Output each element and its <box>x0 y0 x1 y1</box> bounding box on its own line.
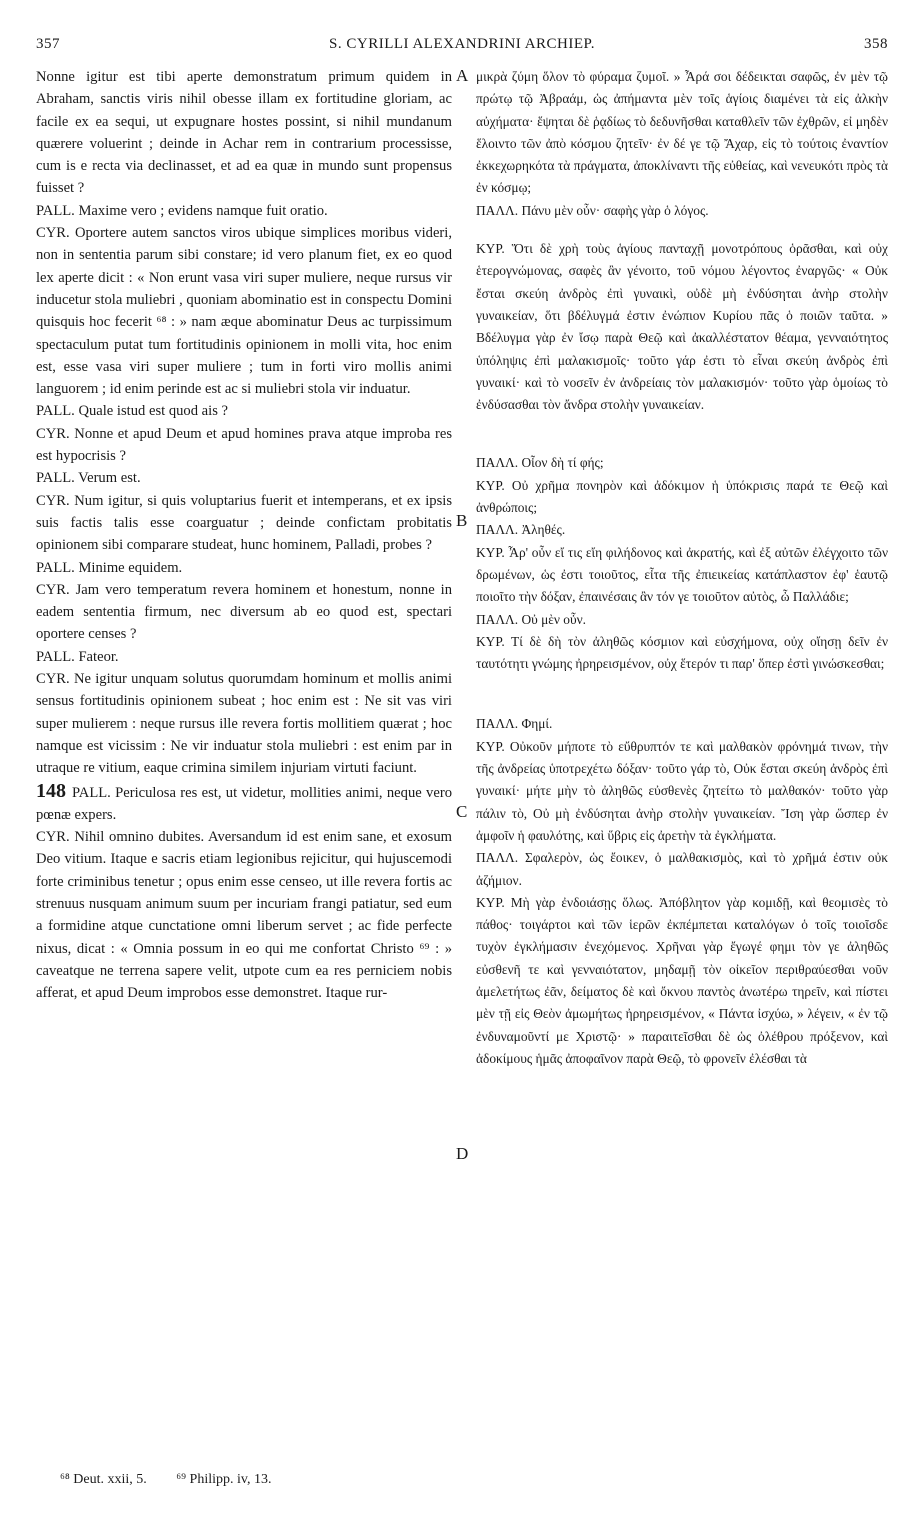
greek-column <box>476 66 888 1070</box>
section-number: 148 <box>36 779 66 802</box>
latin-paragraph-text: PALL. Periculosa res est, ut videtur, mollities animi, neque vero pœnæ expers. <box>36 784 452 823</box>
margin-marker-a: A <box>456 66 469 85</box>
latin-paragraph: PALL. Quale istud est quod ais ? <box>36 403 228 420</box>
greek-paragraph: ΠΑΛΛ. Οἷον δὴ τί φής; <box>476 455 604 471</box>
latin-paragraph: CYR. Ne igitur unquam solutus quorumdam hominum et mollis animi sensus fortitudinis opinionem subeat ; hoc enim est : Ne sit vas viri super mulierem : neque rursus ille revera fortis mollitiem quærat ; hoc namque est vicissim : Ne vir induatur stola muliebri : est enim par in utraque re vitium, eaque crimina similem injuriam virtuti faciunt. <box>36 671 452 777</box>
greek-paragraph: ΚΥΡ. Τί δὲ δὴ τὸν ἀληθῶς κόσμιον καὶ εὐσχήμονα, οὐχ οἴησῃ δεῖν ἐν ταυτότητι γνώμης ἠρηρεισμένον, οὐχ ἕτερόν τι παρ' ὅπερ ἐστὶ γινώσκεσθαι; <box>476 633 888 672</box>
latin-paragraph: PALL. Minime equidem. <box>36 559 183 576</box>
margin-marker-d: D <box>456 1144 469 1163</box>
greek-paragraph: μικρὰ ζύμη ὅλον τὸ φύραμα ζυμοῖ. » Ἆρά σοι δέδεικται σαφῶς, ἐν μὲν τῷ πρώτῳ τῷ Ἀβραάμ, ὡς ἀπήμαντα μὲν τοῖς ἁγίοις διαμένει τὰ εἰς ἀλκὴν αὐχήματα· ἕψηται δὲ ῥᾳδίως τὸ δεδυνῆσθαι καταθλεῖν τῶν ἐχθρῶν, εἰ μηδὲν ἕλοιντο τῶν ἀπὸ κόσμου ζητεῖν· ἐν δέ γε τῷ Ἄχαρ, εἰς τὸ τούτοις ἐναντίον ἐκκεχωρηκότα τὰ πράγματα, ἀποκλίναντι τῆς εὐθείας, καὶ νενευκότι πρὸς τὰ ἐν κόσμῳ; <box>476 69 888 196</box>
greek-paragraph: ΠΑΛΛ. Σφαλερὸν, ὡς ἔοικεν, ὁ μαλθακισμὸς, καὶ τὸ χρῆμά ἐστιν οὐκ ἀζήμιον. <box>476 850 888 888</box>
page-number-left: 357 <box>36 36 60 52</box>
greek-paragraph: ΚΥΡ. Μὴ γὰρ ἐνδοιάσῃς ὅλως. Ἀπόβλητον γὰρ κομιδῇ, καὶ θεομισὲς τὸ πάθος· τοιγάρτοι καὶ τῶν ἱερῶν ἐκπέμπεται καταλόγων ὁ τοῖς τοιοῖσδε τυχὸν ἐγκλήμασιν ἐνεχόμενος. Χρῆναι γὰρ ἔγωγέ φημι τὸν γε ἀληθῶς εὐσθενῆ τε καὶ γενναιότατον, μηδαμῇ τὸν οἰκεῖον περιθραύεσθαι νοῦν ἀμελετήτως ἐᾶν, δείματος δὲ καὶ ὄκνου παντὸς ἀνωτέρω τηρεῖν, καὶ πίστει μὲν τῇ εἰς Θεὸν ἀμωμήτως ἠρηρεισμένον, « Πάντα ἰσχύω, » λέγειν, « ἐν τῷ ἐνδυναμοῦντί με Χριστῷ· » παραιτεῖσθαι δὲ ὡς ὀλέθρου πρόξενον, καὶ ἀδοκίμους ἡμᾶς ἀποφαῖνον παρὰ Θεῷ, τὸ φρονεῖν ἐλέσθαι τὰ <box>476 894 888 1066</box>
latin-paragraph: CYR. Nonne et apud Deum et apud homines prava atque improba res est hypocrisis ? <box>36 425 452 465</box>
latin-paragraph: CYR. Nihil omnino dubites. Aversandum id est enim sane, et exosum Deo vitium. Itaque e sacris etiam legionibus rejicitur, qui hujuscemodi forte criminibus tenetur ; opus enim esse censeo, ut ille revera fortis ac strenuus nusquam animum suum per incuriam frangi patiatur, sed eum a formidine atque cunctatione omni liberum servet ; ac fide perfecte nixus, dicat : « Omnia possum in eo qui me confortat Christo ⁶⁹ : » caveatque ne terrena sapere velit, utpote cum ea res perniciem nobis afferat, et apud Deum improbos esse demonstret. Itaque rur- <box>36 829 452 1002</box>
latin-paragraph: CYR. Jam vero temperatum revera hominem et honestum, nonne in eadem sententia firmum, nec diversum ab eo quod est, spectari oportere censes ? <box>36 581 452 643</box>
greek-paragraph: ΠΑΛΛ. Πάνυ μὲν οὖν· σαφὴς γὰρ ὁ λόγος. <box>476 202 709 218</box>
latin-column <box>36 66 452 1004</box>
margin-marker-b: B <box>456 511 468 530</box>
latin-paragraph: PALL. Maxime vero ; evidens namque fuit oratio. <box>36 202 328 219</box>
greek-paragraph: ΠΑΛΛ. Φημί. <box>476 716 553 732</box>
greek-paragraph: ΚΥΡ. Ἆρ' οὖν εἴ τις εἴη φιλήδονος καὶ ἀκρατής, καὶ ἐξ αὐτῶν ἐλέγχοιτο τῶν δρωμένων, ὡς ἐστι τοιοῦτος, εἶτα τῆς ἐπιεικείας κατάπλαστον ἐφ' ἑαυτῷ ποιοῖτο τὴν δόξαν, ἐπαινέσαις ἂν τόν γε τοιοῦτον αὐτὸς, ὦ Παλλάδιε; <box>476 544 888 605</box>
greek-paragraph: ΠΑΛΛ. Ἀληθές. <box>476 522 566 538</box>
page-header <box>36 36 888 58</box>
margin-marker-c: C <box>456 802 468 821</box>
greek-paragraph: ΠΑΛΛ. Οὐ μὲν οὖν. <box>476 611 587 627</box>
footnote-68: ⁶⁸ Deut. xxii, 5. <box>60 1472 147 1487</box>
latin-paragraph: Nonne igitur est tibi aperte demonstratum primum quidem in Abraham, sanctis viris nihil obesse illam ex fortitudine gloriam, ac facile ex ea sequi, ut expugnare hostes possint, si nihil mundanum quærere voluerint ; deinde in Achar rem in contrarium processisse, cum is e recta via declinasset, et ad ea quæ in mundo sunt propensus fuisset ? <box>36 69 452 197</box>
latin-paragraph: CYR. Oportere autem sanctos viros ubique simplices moribus videri, non in sententia parum sibi constare; id vero planum fiet, ex eo quod lex aperte dicit : « Non erunt vasa viri super muliere, neque rursus vir inducetur stola muliebri , quoniam abominatio est in conspectu Domini quisquis hoc fecerit ⁶⁸ : » nam æque abominatur Deus ac turpissimum spectaculum putat tum fortitudinis opinionem in molli vita, hoc enim est, esse vasa viri super muliere ; tum in forti viro mollis animi languorem ; id enim perinde est ac si muliebri stola vir induatur. <box>36 225 452 398</box>
greek-paragraph: ΚΥΡ. Οὐ χρῆμα πονηρὸν καὶ ἀδόκιμον ἡ ὑπόκρισις παρά τε Θεῷ καὶ ἀνθρώποις; <box>476 477 888 516</box>
footnotes <box>60 1472 297 1488</box>
greek-paragraph: ΚΥΡ. Ὅτι δὲ χρὴ τοὺς ἁγίους πανταχῇ μονοτρόπους ὁρᾶσθαι, καὶ οὐχ ἑτερογνώμονας, σαφὲς ἂν γένοιτο, τοῦ νόμου λέγοντος ἐναργῶς· « Οὐκ ἔσται σκεύη ἀνδρὸς ἐπὶ γυναικὶ, οὐδὲ μὴ ἐνδύσηται ἀνὴρ στολὴν γυναικείαν, ὅτι βδέλυγμά ἐστιν ἐνώπιον Κυρίου πᾶς ὁ ποιῶν ταῦτα. » Βδέλυγμα γὰρ ἐν ἴσῳ παρὰ Θεῷ καὶ ἀκαλλέστατον θέαμα, γενναιότητος ὑπόληψις ἐπὶ μαλακισμοῖς· τοῦτο γάρ ἐστι τὸ εἶναι σκεύη ἀνδρὸς ἐπὶ γυναικί· καὶ τὸ νοσεῖν ἐν ἀνδρείαις τὸν μαλακισμόν· τοῦτο γὰρ ὁμοίως τὸ ἐνδύσασθαι τὸν ἄνδρα στολὴν γυναικείαν. <box>476 241 888 413</box>
greek-paragraph: ΚΥΡ. Οὐκοῦν μήποτε τὸ εὔθρυπτόν τε καὶ μαλθακὸν φρόνημά τινων, τὴν τῆς ἀνδρείας ὑποτρεχέτω δόξαν· τοῦτο γάρ τὸ, Οὐκ ἔσται σκεύη ἀνδρὸς ἐπὶ γυναικί· μήτε μὴν τὸ ἀληθῶς εὐσθενὲς ζητείτω τὸ μαλθακόν· τοῦτο γὰρ πάλιν τὸ, Οὐ μὴ ἐνδύσηται ἀνὴρ στολὴν γυναικείαν. Ἴση γὰρ ὥσπερ ἐν ἀμφοῖν ἡ φαυλότης, καὶ ὕβρις εἰς ἀρετὴν τὰ ἐγκλήματα. <box>476 738 888 843</box>
latin-paragraph: CYR. Num igitur, si quis voluptarius fuerit et intemperans, et ex ipsis suis factis talis esse coarguatur ; deinde confictam probitatis opinionem sibi comparare studeat, hunc hominem, Palladi, probes ? <box>36 492 452 554</box>
latin-paragraph: PALL. Verum est. <box>36 470 141 487</box>
latin-paragraph-148 <box>36 780 452 827</box>
running-title: S. CYRILLI ALEXANDRINI ARCHIEP. <box>329 36 595 52</box>
latin-paragraph: PALL. Fateor. <box>36 648 119 665</box>
footnote-69: ⁶⁹ Philipp. iv, 13. <box>176 1472 272 1487</box>
page-number-right: 358 <box>864 36 888 52</box>
